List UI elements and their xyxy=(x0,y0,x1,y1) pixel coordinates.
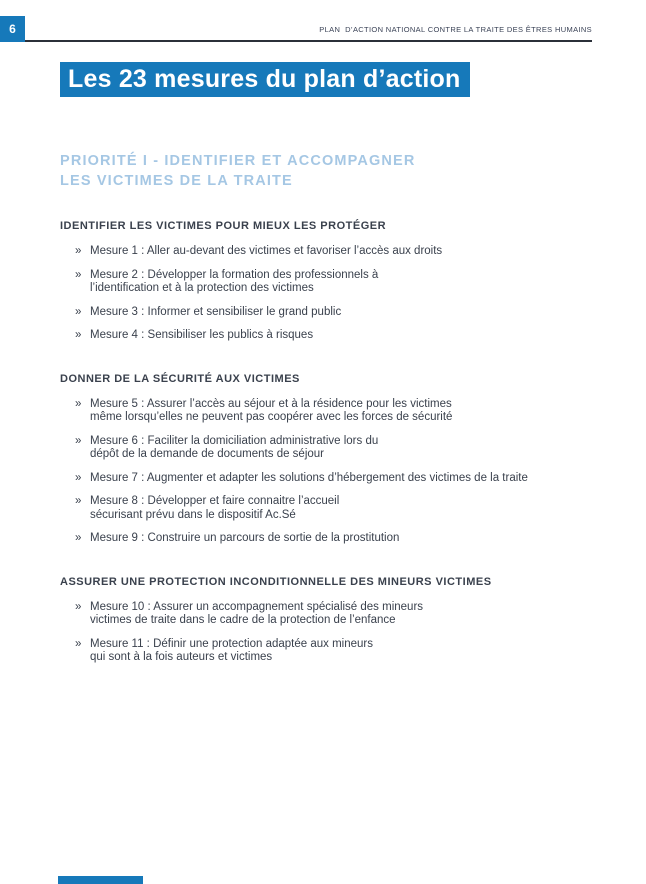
measure-line: l’identification et à la protection des victimes xyxy=(90,282,314,294)
measure-item xyxy=(60,398,606,425)
bullet-icon: » xyxy=(75,532,82,544)
priority-heading-line2: LES VICTIMES DE LA TRAITE xyxy=(60,173,293,189)
measure-text xyxy=(90,495,606,522)
measure-items xyxy=(60,601,606,665)
measure-line: Mesure 11 : Définir une protection adaptée aux mineurs xyxy=(90,637,373,650)
measure-section xyxy=(60,220,606,343)
measure-item xyxy=(60,245,606,259)
header-rule xyxy=(25,40,592,42)
measure-line: dépôt de la demande de documents de séjour xyxy=(90,448,324,460)
section-heading: DONNER DE LA SÉCURITÉ AUX VICTIMES xyxy=(60,372,300,385)
measure-line: qui sont à la fois auteurs et victimes xyxy=(90,651,273,663)
measure-text xyxy=(90,638,606,665)
measure-section xyxy=(60,373,606,546)
measure-line: Mesure 6 : Faciliter la domiciliation administrative lors du xyxy=(90,434,379,447)
measure-item xyxy=(60,638,606,665)
running-header: PLAN D’ACTION NATIONAL CONTRE LA TRAITE DES ÊTRES HUMAINS xyxy=(319,25,592,34)
measure-item xyxy=(60,435,606,462)
measures-list xyxy=(60,220,606,665)
priority-heading xyxy=(60,151,606,191)
measure-text xyxy=(90,532,606,546)
measure-line: Mesure 9 : Construire un parcours de sortie de la prostitution xyxy=(90,532,400,544)
measure-line: Mesure 7 : Augmenter et adapter les solutions d’hébergement des victimes de la traite xyxy=(90,471,528,484)
measure-item xyxy=(60,306,606,320)
measure-line: sécurisant prévu dans le dispositif Ac.Sé xyxy=(90,508,296,521)
page-number-badge: 6 xyxy=(0,16,25,42)
bullet-icon: » xyxy=(75,471,82,484)
page-content xyxy=(60,62,606,675)
measure-text xyxy=(90,472,606,486)
measure-line: Mesure 8 : Développer et faire connaitre l’accueil xyxy=(90,495,340,507)
bullet-icon: » xyxy=(75,600,82,613)
bullet-icon: » xyxy=(75,245,82,257)
measure-item xyxy=(60,472,606,486)
measure-line: Mesure 4 : Sensibiliser les publics à risques xyxy=(90,329,314,341)
measure-text xyxy=(90,245,606,259)
bullet-icon: » xyxy=(75,268,82,281)
section-heading: ASSURER UNE PROTECTION INCONDITIONNELLE DES MINEURS VICTIMES xyxy=(60,575,492,588)
priority-heading-line1: PRIORITÉ I - IDENTIFIER ET ACCOMPAGNER xyxy=(60,153,416,169)
measure-item xyxy=(60,532,606,546)
bullet-icon: » xyxy=(75,434,82,447)
bullet-icon: » xyxy=(75,329,82,341)
measure-line: victimes de traite dans le cadre de la protection de l’enfance xyxy=(90,614,396,626)
measure-section xyxy=(60,576,606,665)
bullet-icon: » xyxy=(75,495,82,507)
measure-text xyxy=(90,398,606,425)
measure-item xyxy=(60,329,606,343)
measure-text xyxy=(90,435,606,462)
measure-text xyxy=(90,269,606,296)
measure-item xyxy=(60,601,606,628)
measure-text xyxy=(90,306,606,320)
measure-line: même lorsqu’elles ne peuvent pas coopérer avec les forces de sécurité xyxy=(90,411,453,423)
bullet-icon: » xyxy=(75,305,82,318)
measure-line: Mesure 2 : Développer la formation des professionnels à xyxy=(90,268,379,281)
bullet-icon: » xyxy=(75,397,82,410)
measure-line: Mesure 10 : Assurer un accompagnement spécialisé des mineurs xyxy=(90,600,424,613)
page-title: Les 23 mesures du plan d’action xyxy=(60,62,470,97)
measure-items xyxy=(60,245,606,343)
measure-text xyxy=(90,601,606,628)
measure-line: Mesure 3 : Informer et sensibiliser le grand public xyxy=(90,305,342,318)
measure-item xyxy=(60,269,606,296)
section-heading: IDENTIFIER LES VICTIMES POUR MIEUX LES PROTÉGER xyxy=(60,220,387,232)
bullet-icon: » xyxy=(75,637,82,650)
measure-text xyxy=(90,329,606,343)
measure-line: Mesure 5 : Assurer l’accès au séjour et à la résidence pour les victimes xyxy=(90,397,452,410)
footer-accent-bar xyxy=(58,876,143,884)
measure-items xyxy=(60,398,606,546)
measure-item xyxy=(60,495,606,522)
measure-line: Mesure 1 : Aller au-devant des victimes et favoriser l’accès aux droits xyxy=(90,245,443,257)
